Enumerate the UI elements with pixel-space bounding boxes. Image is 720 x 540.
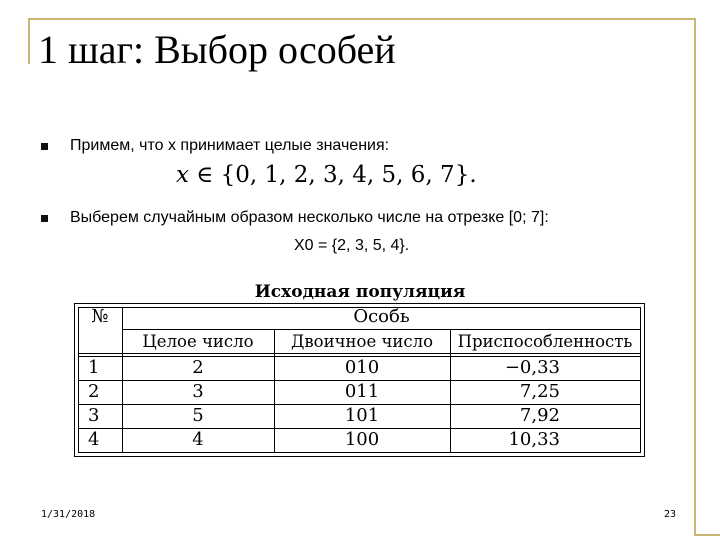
slide-title: 1 шаг: Выбор особей bbox=[38, 27, 396, 72]
column-header-binary: Двоичное число bbox=[290, 332, 434, 351]
binary-value: 100 bbox=[344, 429, 380, 450]
table-border-right bbox=[644, 303, 645, 457]
table-inner-bottom bbox=[78, 452, 641, 453]
row-number: 2 bbox=[88, 381, 100, 402]
population-table bbox=[74, 303, 645, 457]
fitness-value: 10,33 bbox=[508, 429, 560, 450]
frame-right-line bbox=[694, 18, 696, 536]
set-formula bbox=[176, 161, 477, 189]
bullet-square-icon bbox=[41, 143, 48, 150]
integer-value: 4 bbox=[192, 429, 204, 450]
frame-left-line bbox=[28, 18, 30, 64]
binary-value: 011 bbox=[344, 381, 380, 402]
table-border-top bbox=[74, 303, 645, 304]
formula-set: {0, 1, 2, 3, 4, 5, 6, 7}. bbox=[220, 162, 477, 188]
bullet-2-subtext: X0 = {2, 3, 5, 4}. bbox=[294, 237, 410, 254]
frame-corner-line bbox=[694, 534, 720, 536]
bullet-2-text: Выберем случайным образом несколько числе на отрезке [0; 7]: bbox=[70, 209, 549, 226]
integer-value: 3 bbox=[192, 381, 204, 402]
num-header: № bbox=[91, 306, 109, 327]
fitness-value: 7,25 bbox=[519, 381, 560, 402]
table-border-bottom bbox=[74, 456, 645, 457]
row-number: 4 bbox=[88, 429, 100, 450]
integer-value: 2 bbox=[192, 357, 204, 378]
bullet-square-icon bbox=[41, 215, 48, 222]
integer-value: 5 bbox=[192, 405, 204, 426]
column-header-integer: Целое число bbox=[142, 332, 254, 351]
formula-variable: x bbox=[176, 162, 189, 188]
table-rule-header bbox=[78, 353, 641, 354]
fitness-value: 7,92 bbox=[519, 405, 560, 426]
group-header: Особь bbox=[353, 306, 410, 327]
fitness-value: −0,33 bbox=[504, 357, 560, 378]
binary-value: 101 bbox=[344, 405, 380, 426]
frame-top-line bbox=[28, 18, 696, 20]
element-of-symbol: ∈ bbox=[196, 162, 214, 188]
column-header-fitness: Приспособленность bbox=[457, 332, 633, 351]
row-number: 1 bbox=[88, 357, 100, 378]
table-rule-group bbox=[122, 329, 641, 330]
bullet-1-text: Примем, что x принимает целые значения: bbox=[70, 137, 390, 154]
table-caption: Исходная популяция bbox=[254, 282, 466, 302]
footer-date: 1/31/2018 bbox=[41, 509, 96, 520]
page-number: 23 bbox=[664, 509, 677, 520]
table-border-left bbox=[74, 303, 75, 457]
row-number: 3 bbox=[88, 405, 100, 426]
binary-value: 010 bbox=[344, 357, 380, 378]
